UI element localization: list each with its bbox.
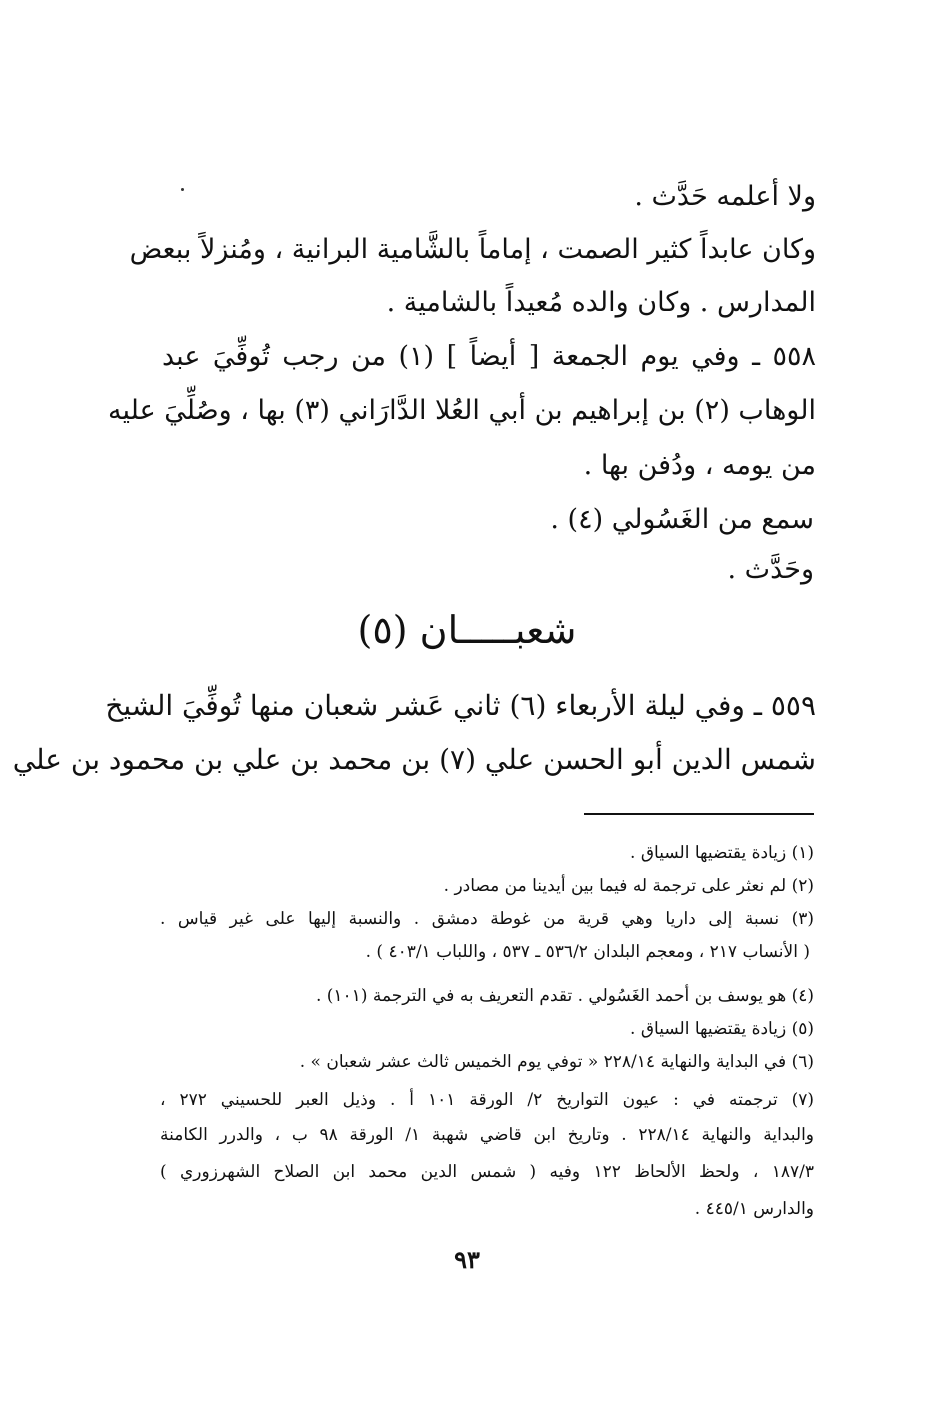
body-line-4: ٥٥٨ ـ وفي يوم الجمعة [ أيضاً ] (١) من رجب تُوفِّيَ عبد bbox=[162, 341, 816, 372]
footnote-6: (٦) في البداية والنهاية ٢٢٨/١٤ « توفي يوم الخميس ثالث عشر شعبان » . bbox=[299, 1052, 814, 1072]
body-line-3: المدارس . وكان والده مُعيداً بالشامية . bbox=[386, 287, 816, 318]
footnote-3-cont: ( الأنساب ٢١٧ ، ومعجم البلدان ٥٣٦/٢ ـ ٥٣٧ ، واللباب ٤٠٣/١ ) . bbox=[365, 942, 810, 962]
body-line-8: وحَدَّث . bbox=[727, 554, 814, 585]
footnote-7-cont-1: والبداية والنهاية ٢٢٨/١٤ . وتاريخ ابن قاضي شهبة ١/ الورقة ٩٨ ب ، والدرر الكامنة bbox=[160, 1125, 814, 1145]
footnote-7-cont-2: ١٨٧/٣ ، ولحظ الألحاظ ١٢٢ وفيه ( شمس الدين محمد ابن الصلاح الشهرزوري ) bbox=[160, 1162, 815, 1182]
body-line-7: سمع من الغَسُولي (٤) . bbox=[550, 504, 814, 535]
body-line-6: من يومه ، ودُفن بها . bbox=[583, 450, 816, 481]
section-title: شعبـــــان (٥) bbox=[357, 608, 577, 652]
body-line-1: ولا أعلمه حَدَّث . bbox=[634, 181, 816, 212]
entry-line-2: شمس الدين أبو الحسن علي (٧) بن محمد بن علي بن محمود بن علي bbox=[12, 743, 816, 776]
page-number: ٩٣ bbox=[454, 1245, 480, 1274]
body-line-2: وكان عابداً كثير الصمت ، إماماً بالشَّامية البرانية ، ومُنزلاً ببعض bbox=[129, 234, 816, 265]
footnote-1: (١) زيادة يقتضيها السياق . bbox=[630, 843, 814, 863]
entry-line-1: ٥٥٩ ـ وفي ليلة الأربعاء (٦) ثاني عَشر شعبان منها تُوفِّيَ الشيخ bbox=[105, 689, 816, 722]
footnote-3: (٣) نسبة إلى داريا وهي قرية من غوطة دمشق . والنسبة إليها على غير قياس . bbox=[160, 909, 814, 929]
footnote-7: (٧) ترجمته في : عيون التواريخ ٢/ الورقة ١٠١ أ . وذيل العبر للحسيني ٢٧٢ ، bbox=[160, 1090, 815, 1110]
footnote-2: (٢) لم نعثر على ترجمة له فيما بين أيدينا من مصادر . bbox=[443, 876, 814, 896]
footnote-4: (٤) هو يوسف بن أحمد الغَسُولي . تقدم التعريف به في الترجمة (١٠١) . bbox=[315, 986, 814, 1006]
footnote-5: (٥) زيادة يقتضيها السياق . bbox=[630, 1019, 814, 1039]
footnote-separator bbox=[584, 813, 814, 815]
scan-speck bbox=[181, 188, 184, 191]
body-line-5: الوهاب (٢) بن إبراهيم بن أبي العُلا الدَّارَاني (٣) بها ، وصُلِّيَ عليه bbox=[108, 395, 816, 426]
footnote-7-cont-3: والدارس ٤٤٥/١ . bbox=[694, 1199, 814, 1219]
